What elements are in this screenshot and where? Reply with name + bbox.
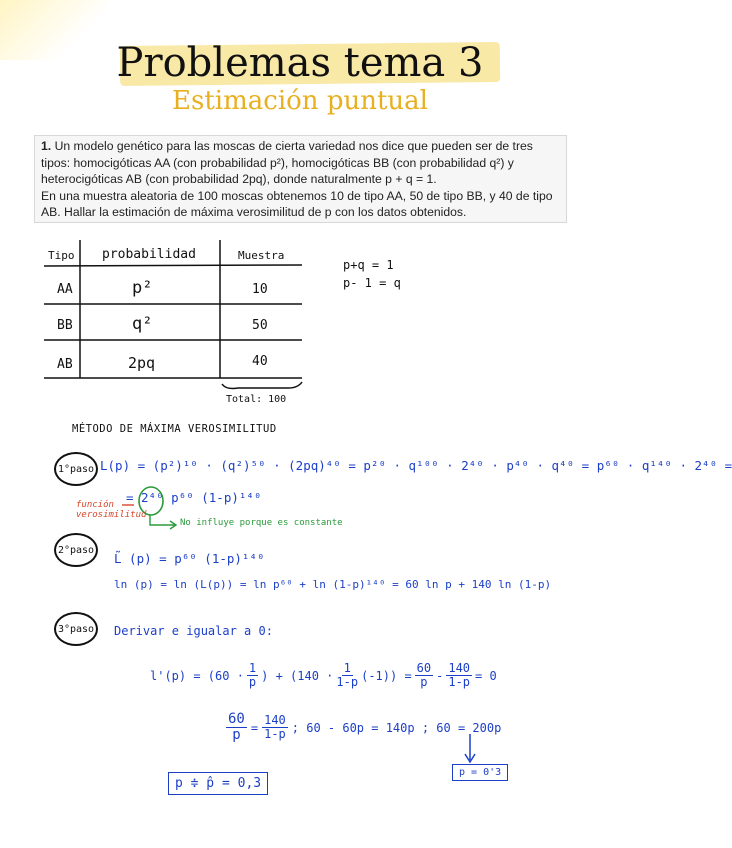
frac1-den: p — [248, 675, 257, 689]
header-tipo: Tipo — [48, 249, 75, 262]
p-value-box: p = 0'3 — [452, 764, 508, 781]
solve-eq: = — [250, 720, 259, 735]
step1-label: 1°paso — [57, 463, 95, 475]
frac4-den: 1-p — [448, 675, 471, 689]
frac4-num: 140 — [448, 661, 471, 675]
frac-140-1-p-solve — [262, 714, 288, 741]
row-bb-prob: q² — [132, 314, 153, 334]
problem-number: 1. — [41, 139, 52, 153]
step1-circle — [54, 452, 98, 486]
problem-line-4: En una muestra aleatoria de 100 moscas obtenemos 10 de tipo AA, 50 de tipo BB, y 40 de tipo — [41, 188, 553, 203]
header-probabilidad: probabilidad — [102, 247, 196, 262]
row-aa-muestra: 10 — [252, 282, 268, 297]
step3-instruction: Derivar e igualar a 0: — [114, 624, 273, 638]
row-bb-muestra: 50 — [252, 318, 268, 333]
side-eq-2: p- 1 = q — [343, 276, 401, 290]
step2-label: 2°paso — [57, 544, 95, 556]
frac-60-over-p — [415, 662, 433, 689]
deriv-tail: (-1)) = — [361, 668, 412, 683]
problem-line-3: heterocigóticas AB (con probabilidad 2pq), donde naturalmente p + q = 1. — [41, 172, 437, 187]
deriv-end: = 0 — [475, 668, 497, 683]
frac3-den: p — [420, 675, 428, 689]
frac1-num: 1 — [248, 661, 257, 675]
deriv-mid: ) + (140 · — [261, 668, 334, 683]
note-funcion-verosimilitud: función verosimilitud — [76, 500, 147, 520]
solve-num2: 140 — [264, 713, 286, 727]
side-eq-1: p+q = 1 — [343, 258, 394, 272]
step1-eq-line1: L(p) = (p²)¹⁰ · (q²)⁵⁰ · (2pq)⁴⁰ = p²⁰ · q¹⁰⁰ · 2⁴⁰ · p⁴⁰ · q⁴⁰ = p⁶⁰ · q¹⁴⁰ · 2⁴⁰ = — [100, 458, 732, 473]
step3-circle — [54, 612, 98, 646]
header-muestra: Muestra — [238, 249, 285, 262]
table-total: Total: 100 — [226, 394, 287, 405]
row-aa-prob: p² — [132, 278, 153, 298]
frac-60-p-solve — [226, 712, 247, 743]
method-title: MÉTODO DE MÁXIMA VEROSIMILITUD — [72, 423, 277, 435]
row-ab-prob: 2pq — [128, 354, 156, 372]
solve-den2: 1-p — [264, 727, 286, 741]
final-answer-box: p ≑ p̂ = 0,3 — [168, 772, 268, 795]
step2-eq-line1: L̃ (p) = p⁶⁰ (1-p)¹⁴⁰ — [114, 551, 265, 566]
row-ab-tipo: AB — [57, 357, 73, 372]
problem-line-1: Un modelo genético para las moscas de cierta variedad nos dice que pueden ser de tres — [54, 139, 533, 153]
problem-line-5: AB. Hallar la estimación de máxima verosimilitud de p con los datos obtenidos. — [41, 205, 467, 220]
frac-140-over-1-p — [446, 662, 472, 689]
solve-rest: ; 60 - 60p = 140p ; 60 = 200p — [291, 720, 502, 735]
page-subtitle: Estimación puntual — [172, 86, 428, 116]
frac-1-over-p — [247, 662, 258, 689]
row-aa-tipo: AA — [57, 282, 73, 297]
derivative-equation: l'(p) = (60 · $\frac{1}{p}$ ) + (140 · $\frac{1}{1-p}$ (-1)) = $\frac{60}{p}$ - $\frac{140}{1-p}$ = 0 — [150, 661, 497, 689]
page-title: Problemas tema 3 — [116, 40, 484, 86]
frac2-num: 1 — [343, 661, 351, 675]
row-bb-tipo: BB — [57, 318, 73, 333]
row-ab-muestra: 40 — [252, 354, 268, 369]
frac-1-over-1-p — [336, 662, 358, 689]
step3-label: 3°paso — [57, 623, 95, 635]
step2-circle — [54, 533, 98, 567]
step2-eq-line2: ln (p) = ln (L(p)) = ln p⁶⁰ + ln (1-p)¹⁴⁰ = 60 ln p + 140 ln (1-p) — [114, 578, 552, 591]
problem-line-2: tipos: homocigóticas AA (con probabilidad p²), homocigóticas BB (con probabilidad q²) y — [41, 155, 514, 170]
table-lines — [40, 238, 320, 408]
solve-num1: 60 — [228, 711, 245, 727]
problem-statement — [34, 135, 567, 223]
frac2-den: 1-p — [336, 675, 359, 689]
solve-den1: p — [232, 727, 241, 743]
down-arrow-icon — [460, 732, 480, 766]
deriv-left: l'(p) = (60 · — [150, 668, 244, 683]
note-no-influye: No influye porque es constante — [180, 518, 343, 528]
step1-eq-line2: = 2⁴⁰ p⁶⁰ (1-p)¹⁴⁰ — [126, 490, 262, 505]
frac3-num: 60 — [416, 661, 432, 675]
